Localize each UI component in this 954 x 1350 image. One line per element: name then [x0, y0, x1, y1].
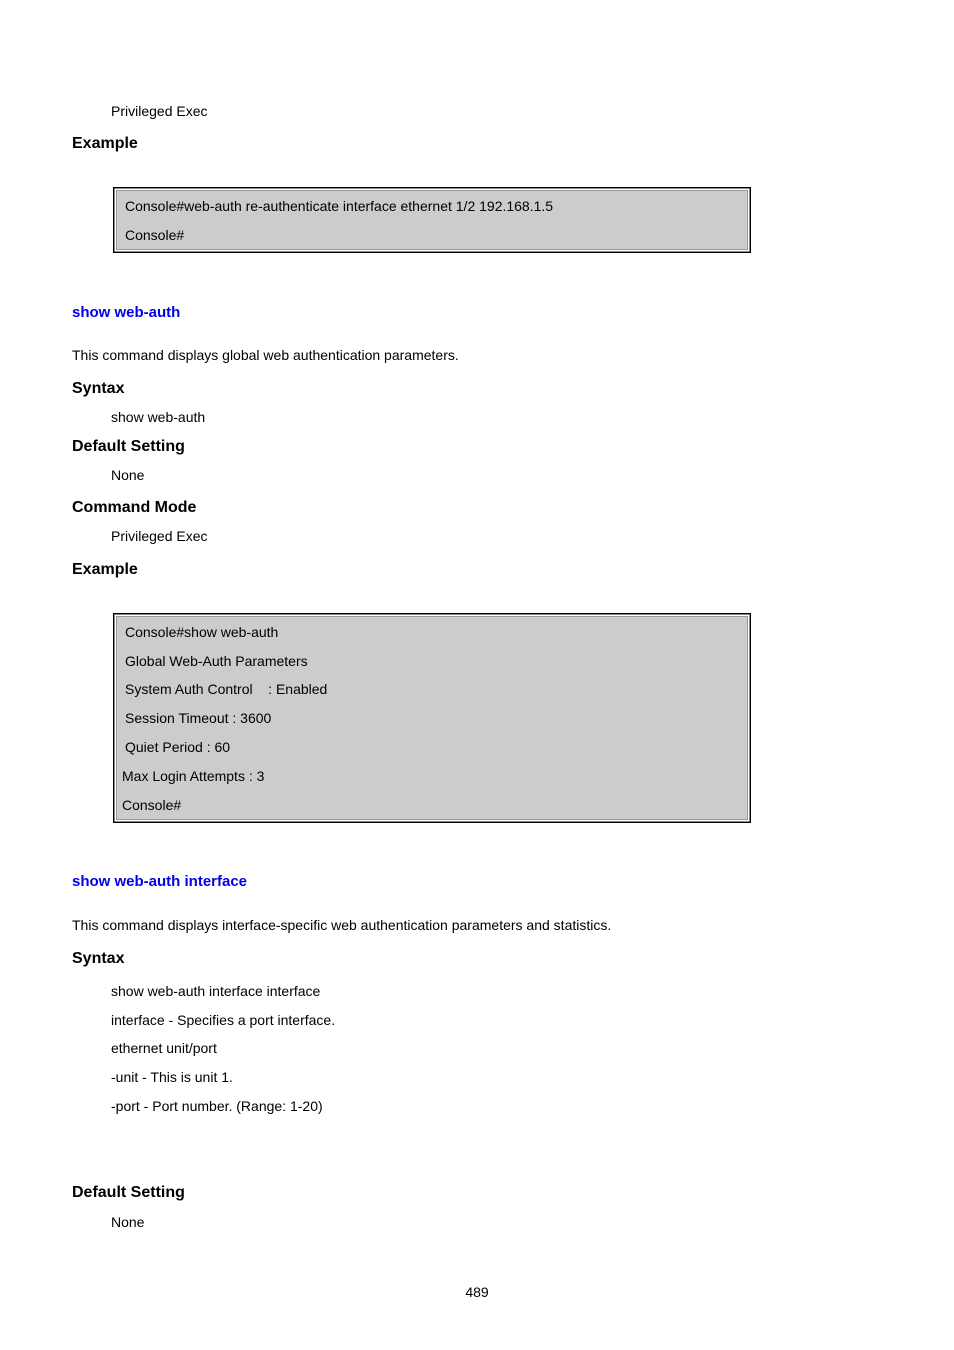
- syntax-heading: Syntax: [72, 380, 125, 397]
- syntax-heading: Syntax: [72, 950, 125, 967]
- console-line: Console#web-auth re-authenticate interface ethernet 1/2 192.168.1.5: [125, 198, 554, 214]
- default-setting-heading: Default Setting: [72, 438, 185, 455]
- default-setting-value: None: [111, 467, 145, 483]
- console-line: Quiet Period : 60: [125, 739, 231, 755]
- syntax-line: -unit - This is unit 1.: [111, 1069, 233, 1085]
- command-mode-heading: Command Mode: [72, 499, 197, 516]
- console-example-box: [113, 613, 751, 823]
- command-description: This command displays interface-specific web authentication parameters and statistics.: [72, 917, 612, 933]
- command-title: show web-auth: [72, 304, 181, 321]
- example-heading: Example: [72, 561, 138, 578]
- page-number: 489: [465, 1284, 489, 1300]
- console-line: Global Web-Auth Parameters: [125, 653, 308, 669]
- console-line: Console#: [122, 797, 182, 813]
- console-line: Session Timeout : 3600: [125, 710, 272, 726]
- console-line: Max Login Attempts : 3: [122, 768, 265, 784]
- command-mode-value: Privileged Exec: [111, 103, 208, 119]
- default-setting-value: None: [111, 1214, 145, 1230]
- syntax-line: show web-auth interface interface: [111, 983, 321, 999]
- syntax-line: interface - Specifies a port interface.: [111, 1012, 336, 1028]
- default-setting-heading: Default Setting: [72, 1184, 185, 1201]
- console-line: Console#show web-auth: [125, 624, 279, 640]
- command-mode-value: Privileged Exec: [111, 528, 208, 544]
- syntax-line: -port - Port number. (Range: 1-20): [111, 1098, 323, 1114]
- syntax-line: ethernet unit/port: [111, 1040, 217, 1056]
- console-line: System Auth Control : Enabled: [125, 681, 328, 697]
- console-line: Console#: [125, 227, 185, 243]
- example-heading: Example: [72, 135, 138, 152]
- syntax-value: show web-auth: [111, 409, 206, 425]
- console-example-box: [113, 187, 751, 253]
- command-title: show web-auth interface: [72, 873, 248, 890]
- command-description: This command displays global web authentication parameters.: [72, 347, 459, 363]
